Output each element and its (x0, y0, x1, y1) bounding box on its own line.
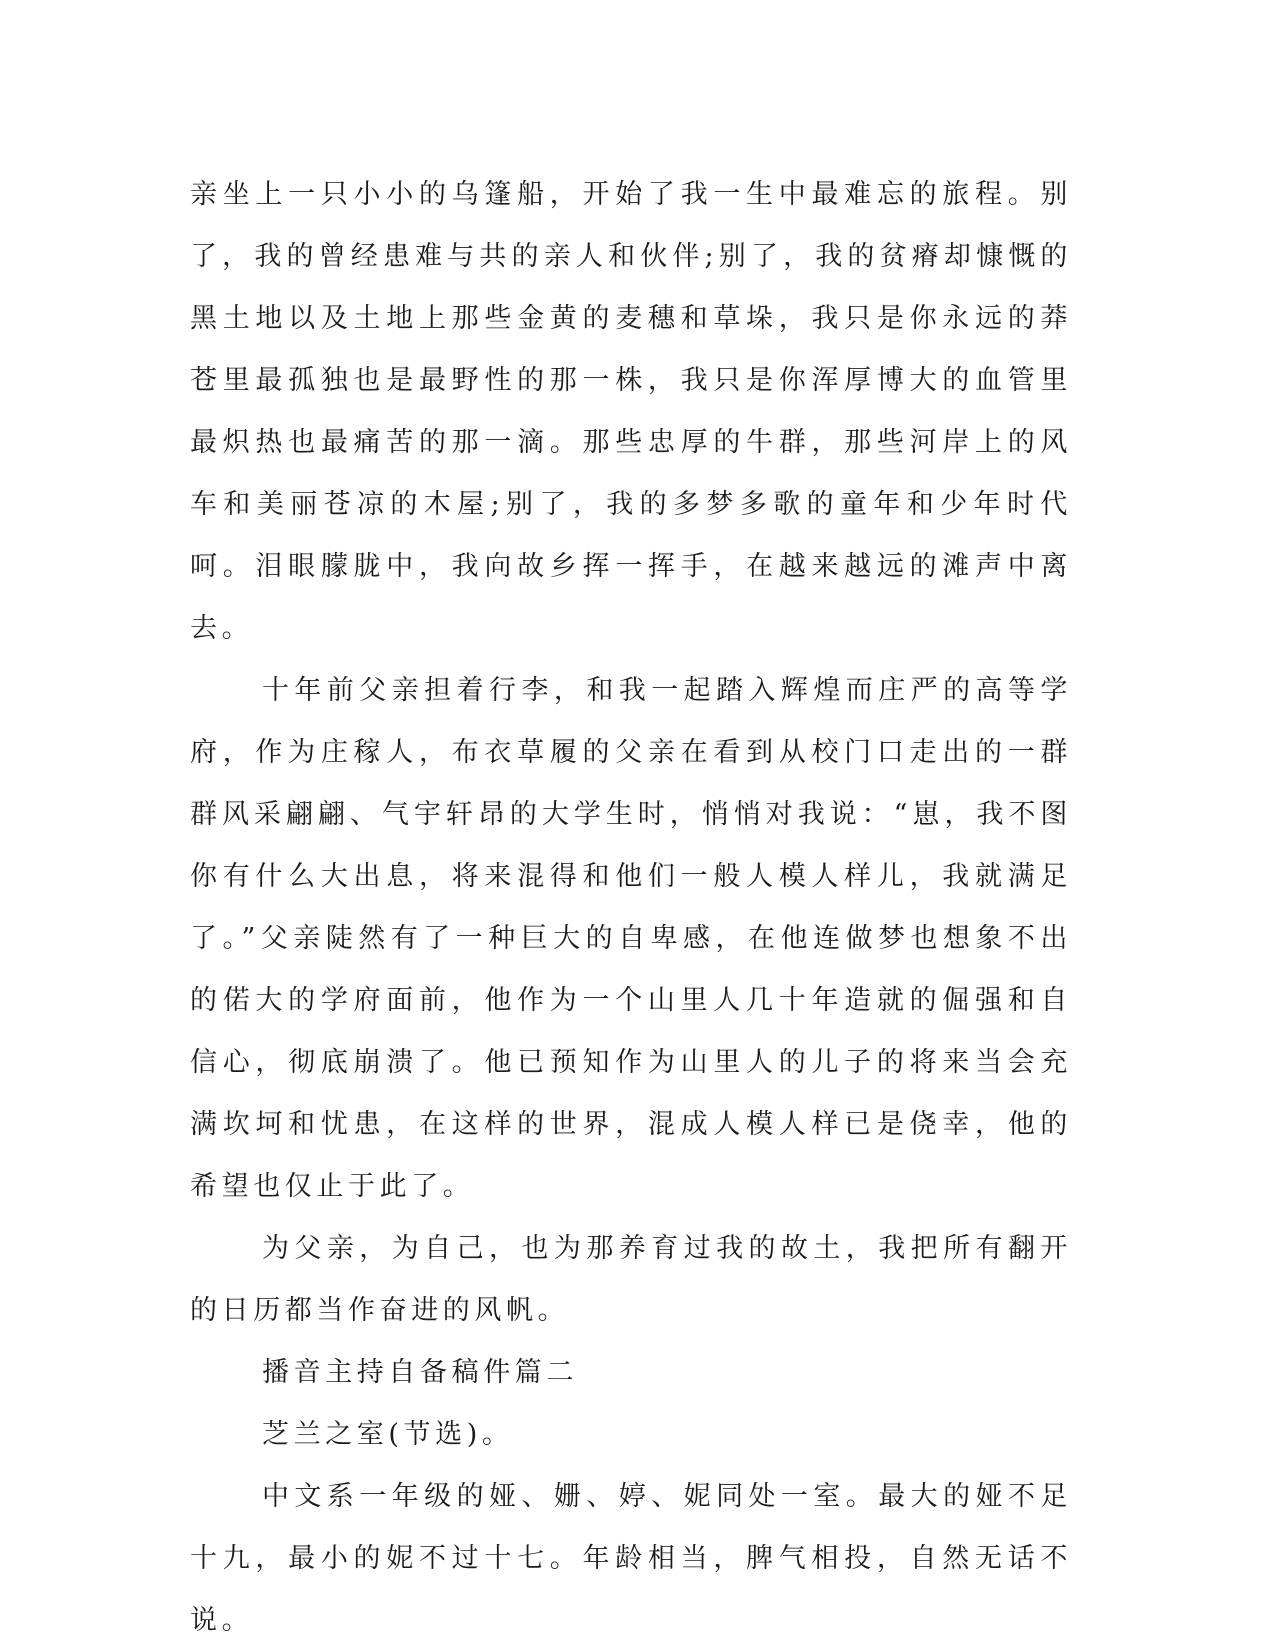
section-subtitle: 芝兰之室(节选)。 (262, 1419, 514, 1450)
document-body (190, 164, 1072, 1652)
paragraph-farewell-hometown: 亲坐上一只小小的乌篷船，开始了我一生中最难忘的旅程。别了，我的曾经患难与共的亲人和伙伴;别了，我的贫瘠却慷慨的黑土地以及土地上那些金黄的麦穗和草垛，我只是你永远的莽苍里最孤独也是最野性的那一株，我只是你浑厚博大的血管里最炽热也最痛苦的那一滴。那些忠厚的牛群，那些河岸上的风车和美丽苍凉的木屋;别了，我的多梦多歌的童年和少年时代呵。泪眼朦胧中，我向故乡挥一挥手，在越来越远的滩声中离去。 (190, 179, 1072, 644)
section-heading: 播音主持自备稿件篇二 (262, 1357, 578, 1388)
paragraph-dorm-roommates: 中文系一年级的娅、姗、婷、妮同处一室。最大的娅不足十九，最小的妮不过十七。年龄相当，脾气相投，自然无话不说。 (190, 1481, 1072, 1636)
paragraph-calendar-sails: 为父亲，为自己，也为那养育过我的故土，我把所有翻开的日历都当作奋进的风帆。 (190, 1233, 1072, 1326)
paragraph-father-university: 十年前父亲担着行李，和我一起踏入辉煌而庄严的高等学府，作为庄稼人，布衣草履的父亲在看到从校门口走出的一群群风采翩翩、气宇轩昂的大学生时，悄悄对我说：“崽，我不图你有什么大出息，将来混得和他们一般人模人样儿，我就满足了。”父亲陡然有了一种巨大的自卑感，在他连做梦也想象不出的偌大的学府面前，他作为一个山里人几十年造就的倔强和自信心，彻底崩溃了。他已预知作为山里人的儿子的将来当会充满坎坷和忧患，在这样的世界，混成人模人样已是侥幸，他的希望也仅止于此了。 (190, 675, 1072, 1202)
